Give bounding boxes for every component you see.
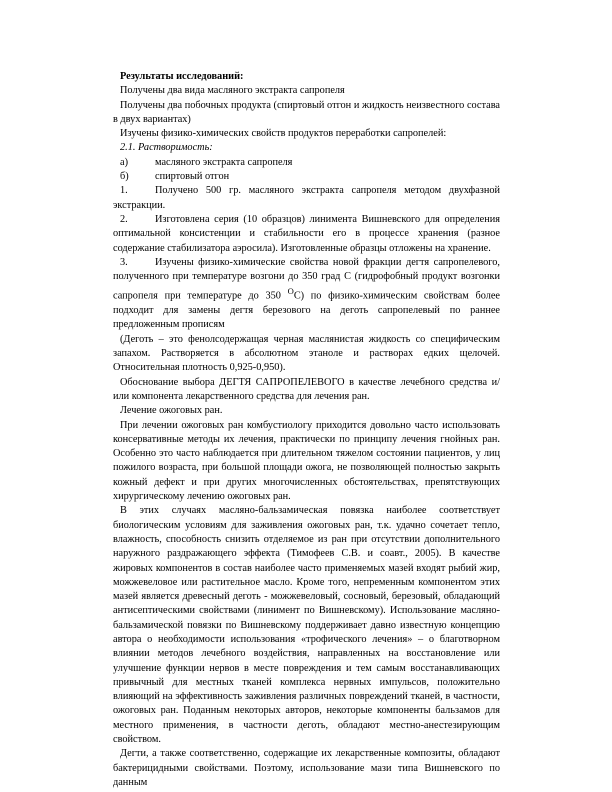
- list-text: спиртовый отгон: [155, 171, 230, 183]
- subheading-solubility: 2.1. Растворимость:: [120, 142, 213, 154]
- paragraph-burn-treatment: При лечении ожоговых ран комбустиологу приходится довольно часто использовать консервативные методы их лечения, практически по принципу лечения гнойных ран. Особенно это часто наблюдается при длительном тяжелом состоянии пациентов, у лиц пожилого возраста, при большой площади ожога, не позволяющей полностью закрыть кожный дефект и при других многочисленных обстоятельствах, препятствующих хирургическому лечению ожоговых ран.: [113, 419, 500, 503]
- list-marker: б): [120, 171, 129, 183]
- paragraph-degot-definition: (Деготь – это фенолсодержащая черная маслянистая жидкость со специфическим запахом. Растворяется в абсолютном этаноле и растворах едких щелочей. Относительная плотность 0,925-0,950).: [113, 333, 500, 374]
- paragraph-tar-bactericidal: Дегти, а также соответственно, содержащие их лекарственные композиты, обладают бактерицидными свойствами. Поэтому, использование мази типа Вишневского по данным: [113, 748, 500, 788]
- list-marker: а): [120, 156, 128, 168]
- paragraph-balsam-dressing: В этих случаях масляно-бальзамическая повязка наиболее соответствует биологическим условиям для заживления ожоговых ран, т.к. удачно сочетает тепло, влажность, способность снизить отделяемое из ран при отсутствии дополнительного наружного раздражающего эффекта (Тимофеев С.В. и соавт., 2005). В качестве жировых компонентов в состав наиболее часто применяемых мазей входят рыбий жир, можжевеловое или растительное масло. Кроме того, непременным компонентом этих мазей является древесный деготь - можжевеловый, сосновый, березовый, обладающий антисептическими свойствами (линимент по Вишневскому). Использование масляно-бальзамической повязки по Вишневскому поддерживает давно известную концепцию автора о необходимости использования «трофического лечения» – о благотворном влиянии методов лечебного воздействия, направленных на восстановление или улучшение функции нервов в месте повреждения и тем самым восстанавливающих привычный для местных тканей комплекса нервных импульсов, положительно влияющий на эффективность заживления различных повреждений тканей, в частности, ожоговых ран. Поданным некоторых авторов, некоторые компоненты бальзамов для местного применения, в частности деготь, обладают местно-анестезирующим свойством.: [113, 505, 500, 746]
- paragraph-burn-treatment-title: Лечение ожоговых ран.: [120, 405, 223, 417]
- item-number: 1.: [120, 185, 128, 197]
- paragraph-properties: Изучены физико-химических свойств продуктов переработки сапропелей:: [120, 128, 447, 140]
- document-body: [113, 70, 500, 790]
- item-text: Получено 500 гр. масляного экстракта сапропеля методом двухфазной экстракции.: [113, 185, 500, 211]
- results-heading: Результаты исследований:: [120, 71, 244, 82]
- paragraph-justification: Обоснование выбора ДЕГТЯ САПРОПЕЛЕВОГО в качестве лечебного средства и/или компонента лекарственного средства для лечения ран.: [113, 376, 500, 402]
- list-text: масляного экстракта сапропеля: [155, 156, 293, 168]
- numbered-item: [113, 213, 500, 256]
- paragraph-byproducts: Получены два побочных продукта (спиртовый отгон и жидкость неизвестного состава в двух вариантах): [113, 99, 500, 125]
- degree-superscript: О: [287, 286, 294, 297]
- paragraph-extract: Получены два вида масляного экстракта сапропеля: [120, 85, 345, 97]
- item-number: 2.: [120, 213, 128, 225]
- numbered-item: [113, 256, 500, 333]
- list-item: [113, 170, 500, 184]
- numbered-item: [113, 184, 500, 213]
- item-number: 3.: [120, 256, 128, 268]
- list-item: [113, 156, 500, 170]
- item-text: Изготовлена серия (10 образцов) линимента Вишневского для определения оптимальной консистенции и стабильности его в процессе хранения (разное содержание стабилизатора аэросила). Изготовленные образцы отложены на хранение.: [113, 213, 500, 254]
- item-text: Изучены физико-химические свойства новой фракции дегтя сапропелевого, полученного при температуре возгони до 350 град С (гидрофобный продукт возгонки сапропеля при температуре до 350: [113, 256, 500, 302]
- item-text-continued: С) по физико-химическим свойствам более подходит для замены дегтя березового на деготь сапропелевый по раннее предложенным прописям: [113, 290, 500, 331]
